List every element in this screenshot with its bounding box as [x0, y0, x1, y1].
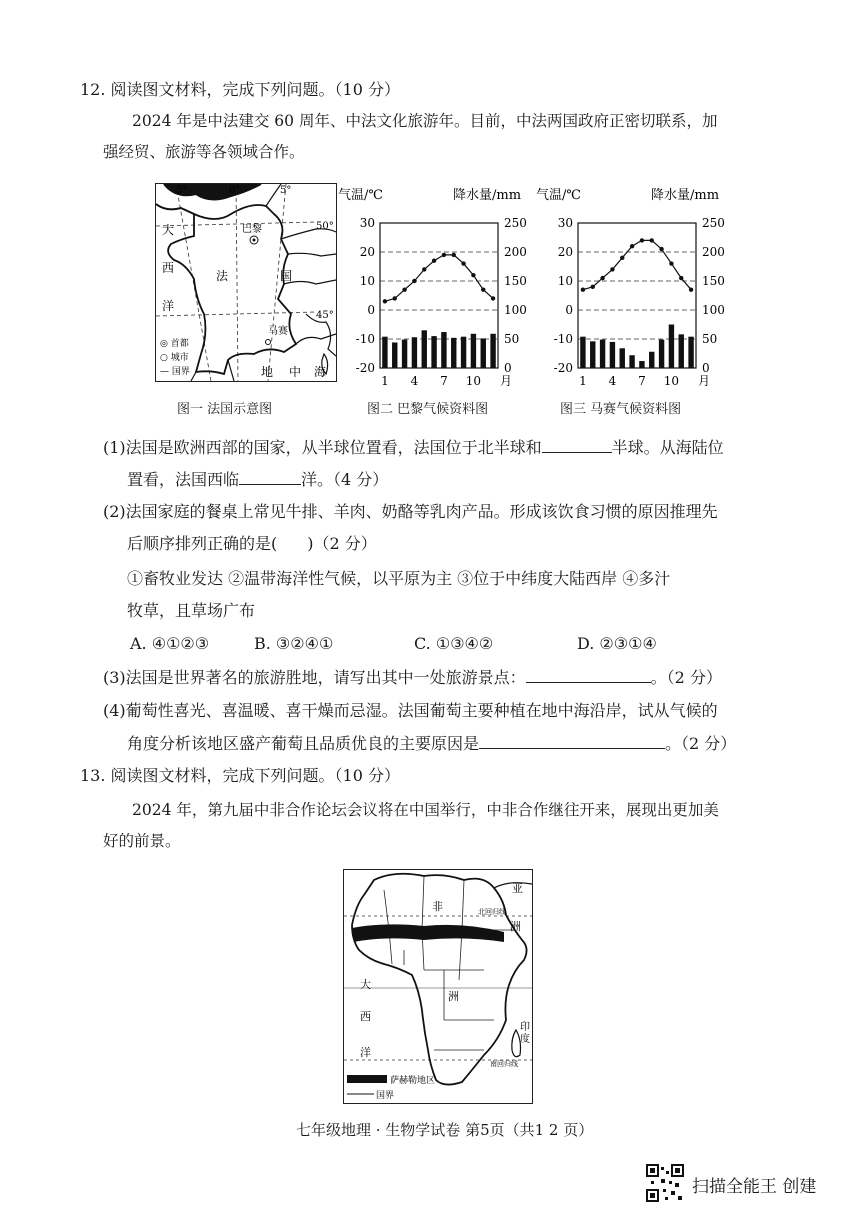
marseille-month-tick: 7	[638, 374, 646, 388]
label-xi: 西	[162, 261, 175, 275]
africa-label-fei: 非	[432, 900, 443, 913]
q12-sub4-text-b: 。（2 分）	[665, 734, 737, 753]
marseille-temp-point	[659, 247, 663, 251]
marseille-month-tick: 4	[608, 374, 617, 388]
choice-d[interactable]: D. ②③①④	[577, 634, 657, 653]
marseille-precip-bar	[639, 361, 644, 368]
label-zhong: 中	[289, 365, 302, 379]
label-di: 地	[261, 365, 274, 379]
marseille-temp-tick: 0	[565, 303, 573, 317]
marseille-precip-bar	[629, 355, 634, 368]
marseille-precip-bar	[610, 342, 615, 368]
paris-temp-tick: 30	[359, 216, 375, 230]
marseille-precip-bar	[679, 334, 684, 368]
paris-precip-bar	[471, 334, 476, 368]
paris-precip-tick: 50	[504, 332, 520, 346]
paris-precip-bar	[402, 340, 407, 368]
marseille-temp-point	[600, 276, 604, 280]
paris-climate-chart	[338, 183, 528, 393]
marseille-month-tick: 1	[579, 374, 587, 388]
paris-temp-point	[422, 267, 426, 271]
answer-blank-attraction[interactable]	[526, 668, 651, 683]
marseille-temp-tick: 10	[557, 274, 573, 288]
label-da: 大	[162, 223, 175, 237]
paris-month-tick: 10	[465, 374, 482, 388]
paris-temp-point	[481, 288, 485, 292]
africa-label-du: 度	[520, 1034, 530, 1045]
fig2-caption: 图二 巴黎气候资料图	[367, 402, 489, 417]
marseille-precip-tick: 0	[702, 361, 710, 375]
marseille-temp-point	[630, 244, 634, 248]
q12-sub1-line1	[103, 438, 724, 458]
marseille-temp-point	[679, 276, 683, 280]
q12-sub2-options-line1: ①畜牧业发达 ②温带海洋性气候，以平原为主 ③位于中纬度大陆西岸 ④多汁	[127, 569, 671, 588]
paris-precip-bar	[431, 336, 436, 368]
legend-capital: ◎ 首都	[160, 339, 189, 349]
paris-temp-tick: -10	[355, 332, 375, 346]
paris-precip-bar	[422, 330, 427, 368]
fig1-caption: 图一 法国示意图	[177, 402, 273, 417]
paris-temp-line	[385, 255, 493, 301]
marseille-precip-bar	[620, 348, 625, 368]
q12-sub4-line1: (4)葡萄性喜光、喜温暖、喜干燥而忌湿。法国葡萄主要种植在地中海沿岸，试从气候的	[103, 701, 718, 720]
lon-label-0: 0°	[229, 185, 241, 196]
q12-sub4-line2	[127, 734, 736, 754]
paris-precip-bar	[441, 332, 446, 368]
q12-sub4-text-a: 角度分析该地区盛产葡萄且品质优良的主要原因是	[127, 734, 480, 753]
label-marseille: 马赛	[268, 326, 288, 337]
answer-blank-hemisphere[interactable]	[542, 438, 612, 453]
africa-map-drawing	[344, 870, 532, 1103]
marseille-precip-bar	[659, 340, 664, 368]
q12-intro-line2: 强经贸、旅游等各领域合作。	[103, 143, 305, 161]
label-yang: 洋	[162, 299, 175, 313]
paris-temp-tick: 0	[367, 303, 375, 317]
paris-precip-bar	[412, 337, 417, 368]
label-hai: 海	[314, 365, 327, 379]
marseille-temp-point	[620, 256, 624, 260]
africa-label-ya: 亚	[512, 882, 523, 895]
choice-a[interactable]: A. ④①②③	[130, 634, 210, 653]
france-map-drawing	[156, 184, 336, 381]
paris-precip-axis-label: 降水量/mm	[453, 188, 522, 203]
paris-temp-point	[471, 273, 475, 277]
france-map	[155, 183, 337, 382]
paris-month-tick: 7	[440, 374, 448, 388]
africa-label-zhou1: 洲	[510, 920, 521, 933]
africa-label-yin: 印	[520, 1022, 530, 1033]
q12-sub1-line2	[127, 470, 388, 490]
legend-city: ○ 城市	[160, 353, 189, 363]
paris-temp-point	[393, 296, 397, 300]
label-paris: 巴黎	[242, 224, 262, 235]
marseille-precip-tick: 250	[702, 216, 725, 230]
africa-map	[343, 869, 533, 1104]
marseille-temp-point	[640, 238, 644, 242]
paris-temp-tick: -20	[355, 361, 375, 375]
paris-temp-point	[442, 253, 446, 257]
label-guo: 国	[280, 269, 293, 283]
paris-precip-bar	[451, 338, 456, 368]
marseille-temp-point	[591, 285, 595, 289]
q12-sub2-text-a: 后顺序排列正确的是(	[127, 534, 278, 553]
marseille-temp-point	[689, 288, 693, 292]
fig3-caption: 图三 马赛气候资料图	[560, 402, 682, 417]
marseille-precip-tick: 200	[702, 245, 725, 259]
q13-title: 13. 阅读图文材料，完成下列问题。（10 分）	[80, 766, 400, 785]
paris-temp-point	[461, 261, 465, 265]
answer-blank-ocean[interactable]	[239, 470, 301, 485]
answer-blank-grape-reason[interactable]	[479, 734, 665, 749]
paris-precip-tick: 250	[504, 216, 527, 230]
marseille-month-tick: 10	[663, 374, 680, 388]
marseille-temp-tick: 20	[557, 245, 573, 259]
marseille-precip-axis-label: 降水量/mm	[651, 188, 720, 203]
marseille-temp-axis-label: 气温/℃	[536, 188, 581, 203]
marseille-precip-tick: 100	[702, 303, 725, 317]
lon-label-5w: 5°	[176, 185, 188, 196]
q12-sub2-text-b: )（2 分）	[307, 534, 377, 553]
paris-temp-point	[432, 259, 436, 263]
paris-precip-tick: 100	[504, 303, 527, 317]
paris-precip-tick: 200	[504, 245, 527, 259]
marseille-precip-bar	[669, 325, 674, 369]
marseille-temp-point	[669, 261, 673, 265]
paris-precip-bar	[382, 337, 387, 368]
q13-intro-line2: 好的前景。	[103, 832, 181, 850]
legend-border: — 国界	[160, 367, 190, 377]
marseille-precip-tick: 150	[702, 274, 725, 288]
marseille-temp-tick: 30	[557, 216, 573, 230]
qr-code-icon	[645, 1163, 685, 1203]
lat-label-45: 45°	[316, 310, 334, 321]
africa-label-zhou2: 洲	[448, 990, 459, 1003]
africa-label-xi: 西	[360, 1010, 371, 1023]
marseille-precip-bar	[649, 352, 654, 368]
marseille-plot-frame	[578, 223, 696, 368]
marseille-precip-tick: 50	[702, 332, 718, 346]
marseille-temp-tick: -10	[553, 332, 573, 346]
q12-sub3-text-b: 。（2 分）	[650, 668, 722, 687]
africa-label-tropic-capricorn: 南回归线	[490, 1060, 518, 1068]
marseille-temp-point	[610, 267, 614, 271]
paris-temp-point	[402, 288, 406, 292]
paris-temp-axis-label: 气温/℃	[338, 188, 383, 203]
lat-label-50: 50°	[316, 221, 334, 232]
q12-sub2-options-line2: 牧草，且草场广布	[127, 601, 256, 620]
paris-temp-tick: 10	[359, 274, 375, 288]
paris-precip-bar	[490, 334, 495, 368]
paris-temp-point	[452, 253, 456, 257]
q12-sub3-text-a: (3)法国是世界著名的旅游胜地，请写出其中一处旅游景点：	[103, 668, 526, 687]
q12-sub1-text-d: 洋。（4 分）	[301, 470, 389, 489]
paris-precip-bar	[392, 342, 397, 368]
q12-sub3	[103, 668, 722, 688]
choice-b[interactable]: B. ③②④①	[254, 634, 334, 653]
marseille-temp-line	[583, 240, 691, 289]
q12-sub1-text-b: 半球。从海陆位	[611, 438, 724, 457]
paris-temp-point	[383, 299, 387, 303]
lon-label-5e: 5°	[280, 185, 292, 196]
q12-sub1-text-c: 置看，法国西临	[127, 470, 240, 489]
q12-sub2-line1: (2)法国家庭的餐桌上常见牛排、羊肉、奶酪等乳肉产品。形成该饮食习惯的原因推理先	[103, 502, 718, 521]
marseille-month-unit: 月	[698, 374, 711, 388]
q13-intro-line1: 2024 年，第九届中非合作论坛会议将在中国举行，中非合作继往开来，展现出更加美	[132, 801, 719, 819]
marseille-temp-point	[581, 288, 585, 292]
page-footer: 七年级地理 · 生物学试卷 第5页（共1 2 页）	[296, 1121, 594, 1139]
paris-precip-tick: 0	[504, 361, 512, 375]
marseille-climate-chart	[536, 183, 726, 393]
marseille-temp-tick: -20	[553, 361, 573, 375]
q12-sub2-line2	[127, 534, 377, 554]
legend-sahel: 萨赫勒地区	[390, 1076, 436, 1086]
label-fa: 法	[216, 269, 229, 283]
marseille-precip-bar	[688, 337, 693, 368]
marseille-precip-bar	[600, 340, 605, 368]
marseille-precip-bar	[590, 341, 595, 368]
africa-label-da: 大	[360, 978, 371, 991]
marseille-precip-bar	[580, 337, 585, 368]
paris-precip-tick: 150	[504, 274, 527, 288]
africa-label-tropic-cancer: 北回归线	[478, 908, 506, 916]
paris-temp-tick: 20	[359, 245, 375, 259]
africa-label-yang: 洋	[360, 1046, 371, 1059]
q12-title: 12. 阅读图文材料，完成下列问题。（10 分）	[80, 80, 400, 99]
paris-temp-point	[412, 279, 416, 283]
paris-month-tick: 1	[381, 374, 389, 388]
paris-temp-point	[491, 296, 495, 300]
legend-africa-border: 国界	[376, 1091, 395, 1101]
q12-intro-line1: 2024 年是中法建交 60 周年、中法文化旅游年。目前，中法两国政府正密切联系，加	[132, 112, 718, 130]
scanner-watermark: 扫描全能王 创建	[692, 1177, 817, 1197]
q12-sub1-text-a: (1)法国是欧洲西部的国家，从半球位置看，法国位于北半球和	[103, 438, 542, 457]
paris-month-unit: 月	[500, 374, 513, 388]
choice-c[interactable]: C. ①③④②	[414, 634, 494, 653]
paris-precip-bar	[481, 338, 486, 368]
paris-precip-bar	[461, 337, 466, 368]
paris-month-tick: 4	[410, 374, 419, 388]
marseille-temp-point	[650, 238, 654, 242]
